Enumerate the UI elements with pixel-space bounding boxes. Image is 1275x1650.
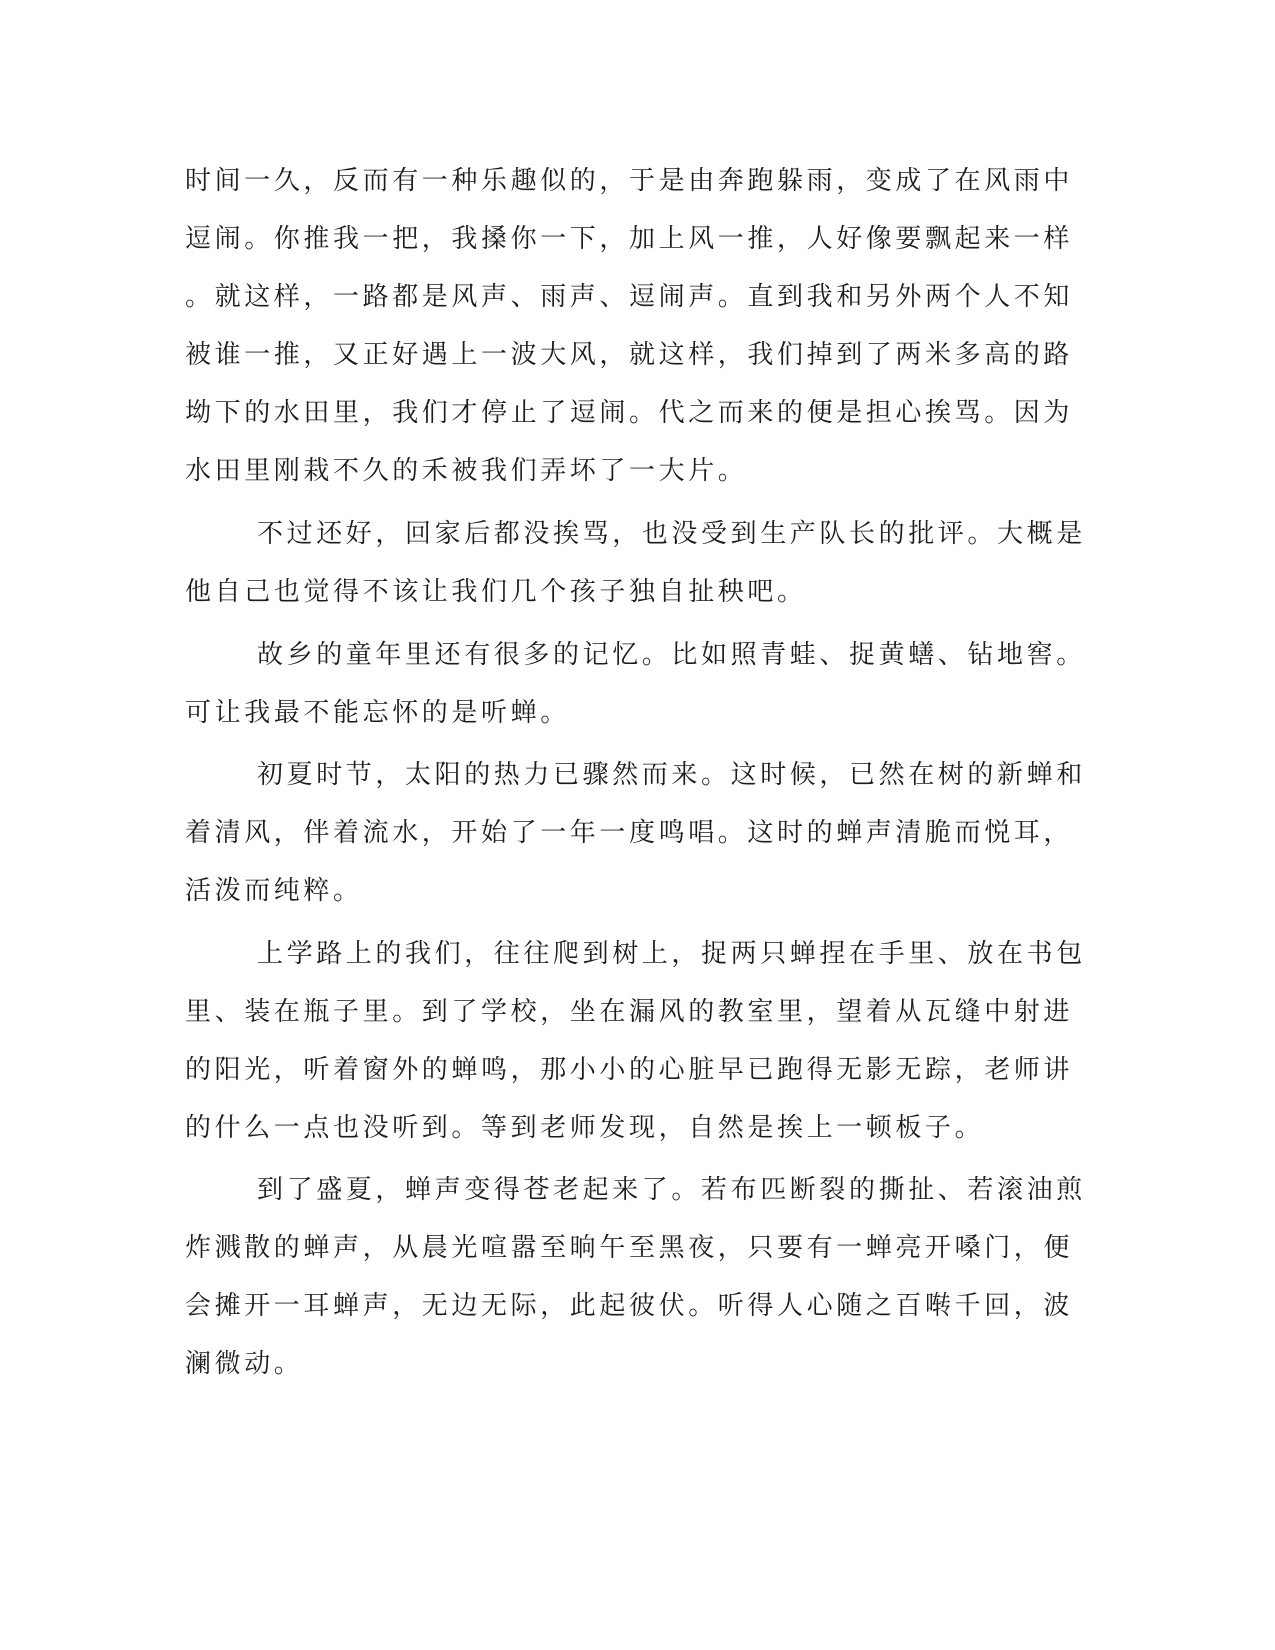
text-line: 澜微动。	[185, 1349, 304, 1379]
text-line: 会摊开一耳蝉声，无边无际，此起彼伏。听得人心随之百啭千回，波	[185, 1291, 1074, 1321]
text-line: 。就这样，一路都是风声、雨声、逗闹声。直到我和另外两个人不知	[185, 282, 1074, 312]
text-line: 里、装在瓶子里。到了学校，坐在漏风的教室里，望着从瓦缝中射进	[185, 997, 1074, 1027]
text-line: 被谁一推，又正好遇上一波大风，就这样，我们掉到了两米多高的路	[185, 340, 1074, 370]
text-line: 初夏时节，太阳的热力已骤然而来。这时候，已然在树的新蝉和	[257, 760, 1086, 790]
text-line: 到了盛夏，蝉声变得苍老起来了。若布匹断裂的撕扯、若滚油煎	[257, 1175, 1086, 1205]
text-line: 他自己也觉得不该让我们几个孩子独自扯秧吧。	[185, 577, 807, 607]
text-line: 坳下的水田里，我们才停止了逗闹。代之而来的便是担心挨骂。因为	[185, 398, 1074, 428]
document-body	[0, 158, 1275, 1458]
text-line: 的什么一点也没听到。等到老师发现，自然是挨上一顿板子。	[185, 1113, 985, 1143]
text-line: 活泼而纯粹。	[185, 876, 363, 906]
text-line: 故乡的童年里还有很多的记忆。比如照青蛙、捉黄蟮、钻地窖。	[257, 640, 1086, 670]
text-line: 着清风，伴着流水，开始了一年一度鸣唱。这时的蝉声清脆而悦耳，	[185, 818, 1074, 848]
text-line: 炸溅散的蝉声，从晨光喧嚣至晌午至黑夜，只要有一蝉亮开嗓门，便	[185, 1233, 1074, 1263]
text-line: 不过还好，回家后都没挨骂，也没受到生产队长的批评。大概是	[257, 519, 1086, 549]
text-line: 的阳光，听着窗外的蝉鸣，那小小的心脏早已跑得无影无踪，老师讲	[185, 1055, 1074, 1085]
text-line: 可让我最不能忘怀的是听蝉。	[185, 698, 570, 728]
text-line: 上学路上的我们，往往爬到树上，捉两只蝉捏在手里、放在书包	[257, 939, 1086, 969]
text-line: 逗闹。你推我一把，我搡你一下，加上风一推，人好像要飘起来一样	[185, 224, 1074, 254]
text-line: 水田里刚栽不久的禾被我们弄坏了一大片。	[185, 456, 748, 486]
text-line: 时间一久，反而有一种乐趣似的，于是由奔跑躲雨，变成了在风雨中	[185, 166, 1074, 196]
